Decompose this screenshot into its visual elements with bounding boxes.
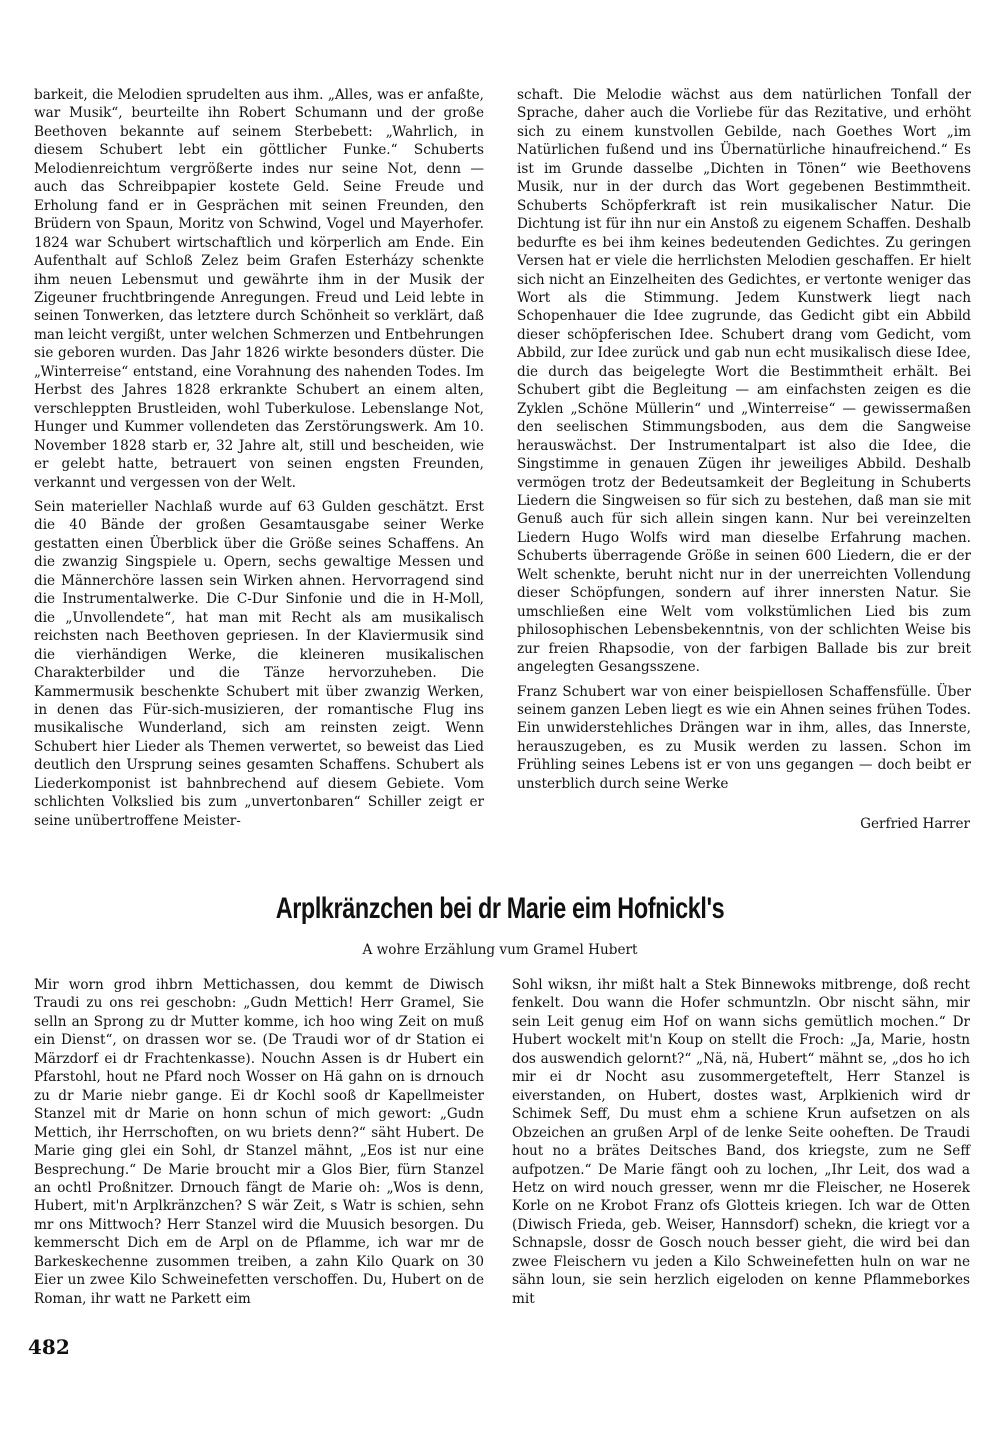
article1-author: Gerfried Harrer bbox=[860, 816, 970, 832]
article2-column-right bbox=[512, 976, 970, 1308]
article1-paragraph: Sein materieller Nachlaß wurde auf 63 Gulden geschätzt. Erst die 40 Bände der großen Gesamtausgabe seiner Werke gestatten einen Überblick über die Größe seines Schaffens. An die zwanzig Singspiele u. Opern, sechs gewaltige Messen und die Männerchöre lassen sein Wirken ahnen. Hervorragend sind die Instrumentalwerke. Die C-Dur Sinfonie und die in H-Moll, die „Unvollendete“, hat man mit Recht als am musikalisch reichsten nach Beethoven gepriesen. In der Klaviermusik sind die vierhändigen Werke, die kleineren musikalischen Charakterbilder und die Tänze hervorzuheben. Die Kammermusik beschenkte Schubert mit über zwanzig Werken, in denen das Für-sich-musizieren, der romantische Flug ins musikalische Wunderland, sich am reinsten zeigt. Wenn Schubert hier Lieder als Themen verwertet, so beweist das Lied deutlich den Ursprung seines gesamten Schaffens. Schubert als Liederkomponist ist bahnbrechend auf diesem Gebiete. Vom schlichten Volkslied bis zum „unvertonbaren“ Schiller zeigt er seine unübertroffene Meister- bbox=[34, 498, 484, 829]
article1-column-right bbox=[517, 86, 971, 793]
article2-paragraph: Mir worn grod ihbrn Mettichassen, dou kemmt de Diwisch Traudi zu ons rei geschobn: „Gudn Mettich! Herr Gramel, Sie selln an Sprong zu dr Mutter komme, ich hoo wing Zeit on muß ein Dienst“, on drassen wor se. (De Traudi wor of dr Station ei Märzdorf ei dr Frachtenkasse). Nouchn Assen is dr Hubert ein Pfarstohl, hout ne Pfard noch Wosser on Hä gahn on is drnouch zu dr Marie niebr gange. Ei dr Kochl sooß dr Kapellmeister Stanzel mit dr Marie on honn schun of mich gewort: „Gudn Mettich, ihr Herrschoften, on wu briets denn?“ säht Hubert. De Marie ging glei ein Sohl, dr Stanzel mähnt, „Eos ist nur eine Besprechung.“ De Marie broucht mir a Glos Bier, fürn Stanzel an ochtl Proßnitzer. Drnouch fängt de Marie oh: „Wos is denn, Hubert, mit'n Arplkränzchen? S wär Zeit, s Watr is schien, sehn mr ons Mittwoch? Herr Stanzel wird die Muusich besorgen. Du kemmerscht Dich em de Arpl on de Pflamme, ich war mr de Barkeskechenne zusommen treiben, a zahn Kilo Quark on 30 Eier un zwee Kilo Schweinefetten verschoffen. Du, Hubert on de Roman, ihr watt ne Parkett eim bbox=[34, 977, 484, 1307]
article2-column-left bbox=[34, 976, 484, 1308]
page-number: 482 bbox=[28, 1335, 70, 1359]
article2-headline: Arplkränzchen bei dr Marie eim Hofnickl's bbox=[275, 892, 725, 925]
article2-subtitle: A wohre Erzählung vum Gramel Hubert bbox=[362, 942, 638, 958]
article1-paragraph: barkeit, die Melodien sprudelten aus ihm. „Alles, was er anfaßte, war Musik“, beurteilte ihn Robert Schumann und der große Beethoven bekannte auf seinem Sterbebett: „Wahrlich, in diesem Schubert lebt ein göttlicher Funke.“ Schuberts Melodienreichtum vergrößerte indes nur seine Not, denn — auch das Schreibpapier kostete Geld. Seine Freude und Erholung fand er in Gesprächen mit seinen Freunden, den Brüdern von Spaun, Moritz von Schwind, Vogel und Mayerhofer. 1824 war Schubert wirtschaftlich und körperlich am Ende. Ein Aufenthalt auf Schloß Zelez beim Grafen Esterházy schenkte ihm neuen Lebensmut und gewährte ihm in der Musik der Zigeuner fruchtbringende Anregungen. Freud und Leid lebte in seinen Tonwerken, das letztere durch Schönheit so verklärt, daß man leicht vergißt, unter welchen Schmerzen und Entbehrungen sie geboren wurden. Das Jahr 1826 wirkte besonders düster. Die „Winterreise“ entstand, eine Vorahnung des nahenden Todes. Im Herbst des Jahres 1828 erkrankte Schubert an einem alten, verschleppten Brustleiden, wohl Tuberkulose. Lebenslange Not, Hunger und Kummer vollendeten das Zerstörungswerk. Am 10. November 1828 starb er, 32 Jahre alt, still und bescheiden, wie er gelebt hatte, betrauert von seinen engsten Freunden, verkannt und vergessen von der Welt. bbox=[34, 87, 484, 491]
article1-paragraph: schaft. Die Melodie wächst aus dem natürlichen Tonfall der Sprache, daher auch die Vorliebe für das Rezitative, und erhöht sich zu einem kunstvollen Gebilde, nach Goethes Wort „im Natürlichen fußend und ins Übernatürliche hinaufreichend.“ Es ist im Grunde dasselbe „Dichten in Tönen“ wie Beethovens Musik, nur in der durch das Wort gegebenen Bestimmtheit. Schuberts Schöpferkraft ist rein musikalischer Natur. Die Dichtung ist für ihn nur ein Anstoß zu eigenem Schaffen. Deshalb bedurfte es bei ihm keines bedeutenden Gedichtes. Zu geringen Versen hat er viele die herrlichsten Melodien geschaffen. Er hielt sich nicht an Einzelheiten des Gedichtes, er vertonte weniger das Wort als die Stimmung. Jedem Kunstwerk liegt nach Schopenhauer die Idee zugrunde, das Gedicht gibt ein Abbild dieser schöpferischen Idee. Schubert drang vom Gedicht, vom Abbild, zur Idee zurück und gab nun echt musikalisch diese Idee, die durch das beigelegte Wort die Bestimmtheit erhält. Bei Schubert gibt die Begleitung — am einfachsten zeigen es die Zyklen „Schöne Müllerin“ und „Winterreise“ — gewissermaßen den seelischen Stimmungsboden, aus dem die Sangweise herauswächst. Der Instrumentalpart ist also die Idee, die Singstimme in genauen Zügen ihr jeweiliges Abbild. Deshalb vermögen trotz der Bedeutsamkeit der Begleitung in Schuberts Liedern die Singweisen so für sich zu bestehen, daß man sie mit Genuß auch für sich allein singen kann. Nur bei vereinzelten Liedern Hugo Wolfs wird man dieselbe Erfahrung machen. Schuberts überragende Größe in seinen 600 Liedern, die er der Welt schenkte, beruht nicht nur in der unerreichten Vollendung dieser Schöpfungen, sondern auf ihrer innersten Natur. Sie umschließen eine Welt vom volkstümlichen Lied bis zum philosophischen Lebensbekenntnis, von der schlichten Weise bis zur freien Rhapsodie, von der farbigen Ballade bis zur breit angelegten Gesangsszene. bbox=[517, 87, 971, 676]
article1-column-left bbox=[34, 86, 484, 830]
article2-paragraph: Sohl wiksn, ihr mißt halt a Stek Binnewoks mitbrenge, doß recht fenkelt. Dou wann die Hofer schmuntzln. Obr nischt sähn, mir sein Leit genug eim Hof on wann sichs gemütlich mochen.“ Dr Hubert wockelt mit'n Koup on stellt die Froch: „Ja, Marie, hostn dos auswendich gelornt?“ „Nä, nä, Hubert“ mähnt se, „dos ho ich mir ei dr Nocht asu zusommergeteftelt, Herr Stanzel is eiverstanden, on Hubert, dostes wast, Arplkienich wird dr Schimek Seff, Du must ehm a schiene Krun aufsetzen on als Obzeichen an grußen Arpl of de lenke Seite ooheften. De Traudi hout no a brätes Deitsches Band, dos kriegste, zum ne Seff aufpotzen.“ De Marie fängt ooh zu lochen, „Ihr Leit, dos wad a Hetz on wird nouch gresser, wenn mr die Fleischer, ne Hoserek Korle on ne Krobot Franz ofs Glotteis kriegen. Ich war de Otten (Diwisch Frieda, geb. Weiser, Hannsdorf) schekn, die kriegt vor a Schnapsle, dossr de Gosch nouch besser gieht, die wird bei dan zwee Fleischern vu jeden a Kilo Schweinefetten huln on war ne sähn loun, sie sein herzlich eigeloden on kenne Pflammeborkes mit bbox=[512, 977, 970, 1307]
article1-paragraph: Franz Schubert war von einer beispiellosen Schaffensfülle. Über seinem ganzen Leben liegt es wie ein Ahnen seines frühen Todes. Ein unwiderstehliches Drängen war in ihm, alles, das Innerste, herauszugeben, es zu Musik werden zu lassen. Schon im Frühling seines Lebens ist er von uns gegangen — doch beibt er unsterblich durch seine Werke bbox=[517, 683, 971, 792]
